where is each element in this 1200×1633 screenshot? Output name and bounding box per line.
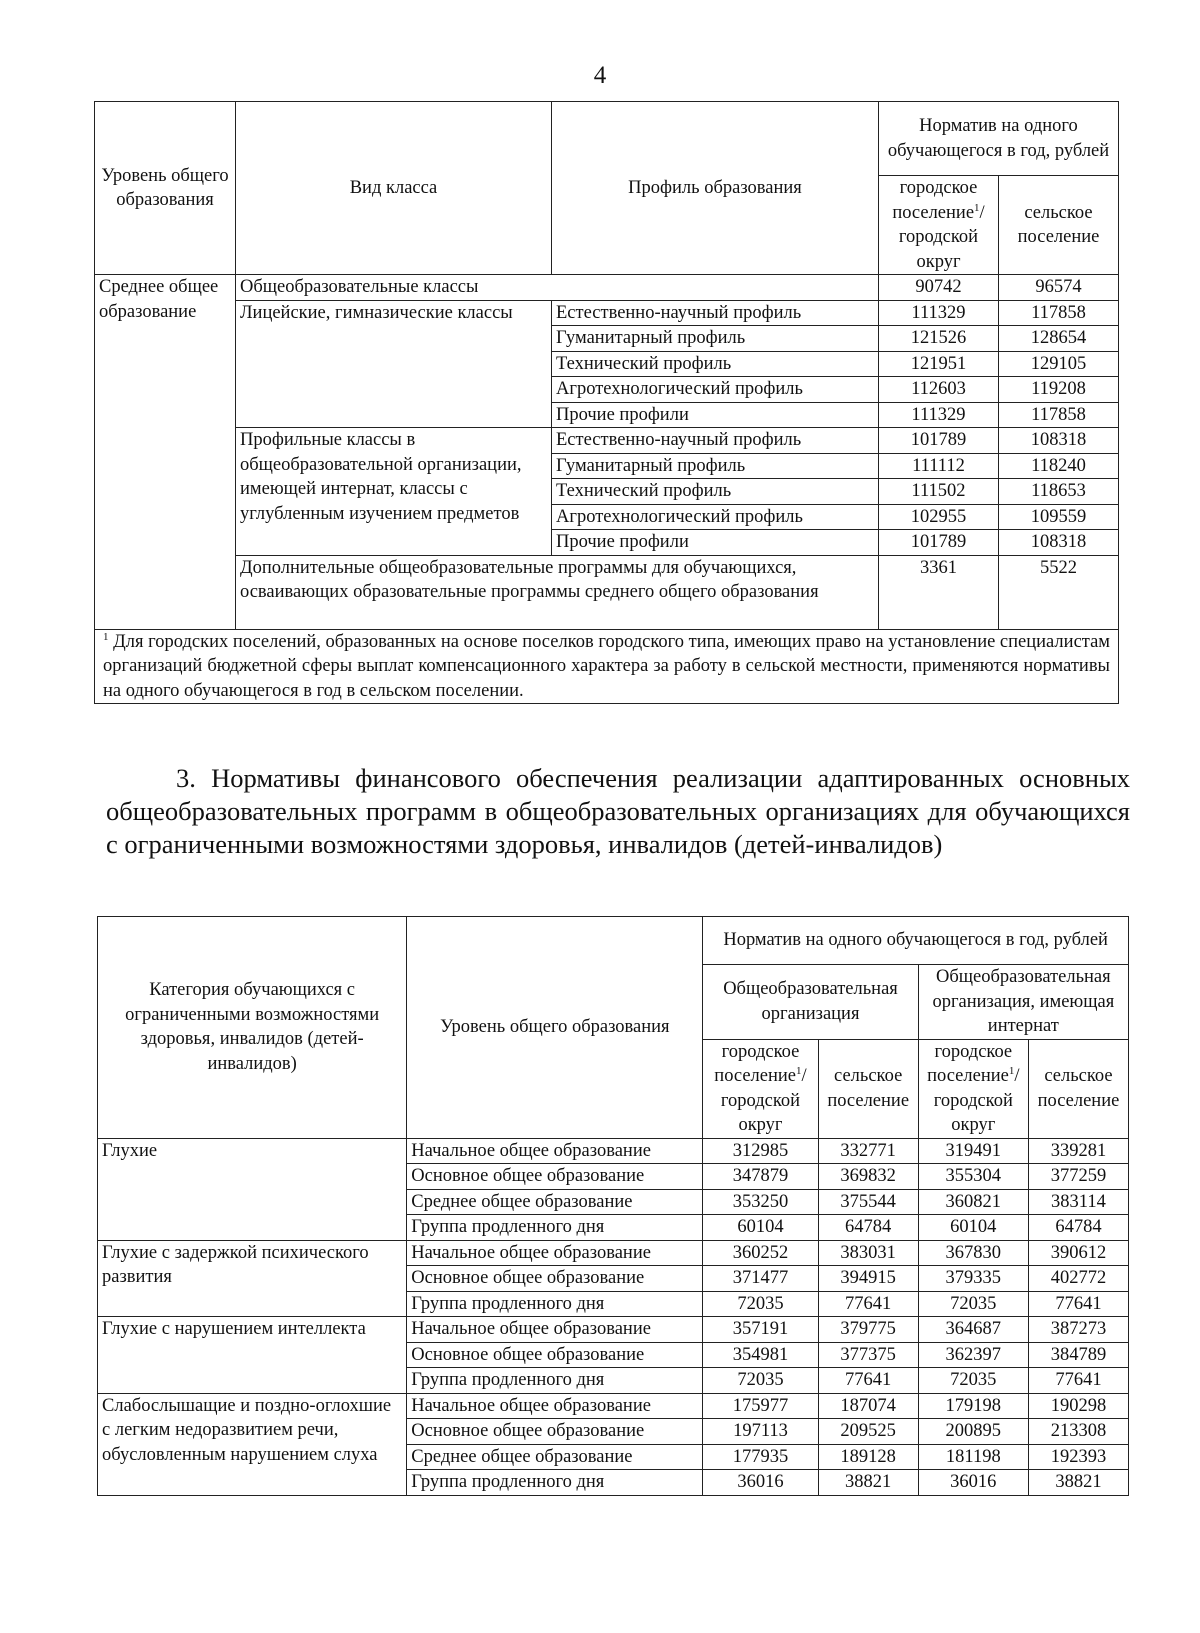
header-rural: сельское поселение [999, 176, 1119, 275]
urban-value: 353250 [703, 1189, 818, 1215]
rural-boarding-value: 213308 [1028, 1419, 1128, 1445]
urban-boarding-value: 72035 [918, 1291, 1028, 1317]
urban-value: 72035 [703, 1291, 818, 1317]
rural-boarding-value: 384789 [1028, 1342, 1128, 1368]
urban-value: 312985 [703, 1138, 818, 1164]
urban-value: 111112 [879, 453, 999, 479]
rural-value: 189128 [818, 1444, 918, 1470]
urban-boarding-value: 179198 [918, 1393, 1028, 1419]
urban-value: 111329 [879, 300, 999, 326]
header-level: Уровень общего образования [407, 917, 703, 1139]
urban-value: 347879 [703, 1164, 818, 1190]
footnote-row [95, 629, 1119, 704]
rural-value: 77641 [818, 1368, 918, 1394]
urban-boarding-value: 364687 [918, 1317, 1028, 1343]
rural-value: 108318 [999, 428, 1119, 454]
rural-boarding-value: 77641 [1028, 1368, 1128, 1394]
profile-cell: Гуманитарный профиль [552, 326, 879, 352]
table-row [95, 555, 1119, 629]
secondary-education-norms-table [94, 101, 1119, 704]
profile-cell: Агротехнологический профиль [552, 377, 879, 403]
additional-programs-cell: Дополнительные общеобразовательные программы для обучающихся, осваивающих образовательные программы среднего общего образования [236, 555, 879, 629]
urban-boarding-value: 60104 [918, 1215, 1028, 1241]
table-row [98, 1240, 1129, 1266]
profile-cell: Прочие профили [552, 530, 879, 556]
rural-value: 209525 [818, 1419, 918, 1445]
header-org: Общеобразовательная организация [703, 965, 918, 1040]
category-cell: Глухие с задержкой психического развития [98, 1240, 407, 1317]
level-cell: Группа продленного дня [407, 1368, 703, 1394]
level-cell: Основное общее образование [407, 1342, 703, 1368]
header-norm: Норматив на одного обучающегося в год, рублей [879, 102, 1119, 176]
rural-boarding-value: 339281 [1028, 1138, 1128, 1164]
header-class-type: Вид класса [236, 102, 552, 275]
rural-value: 38821 [818, 1470, 918, 1496]
header-urban-boarding: городское поселение$^1$/ городской округ [918, 1039, 1028, 1138]
rural-boarding-value: 38821 [1028, 1470, 1128, 1496]
header-category: Категория обучающихся с ограниченными возможностями здоровья, инвалидов (детей-инвалидов) [98, 917, 407, 1139]
rural-value: 77641 [818, 1291, 918, 1317]
rural-value: 128654 [999, 326, 1119, 352]
urban-boarding-value: 200895 [918, 1419, 1028, 1445]
page-number: 4 [593, 62, 607, 89]
urban-value: 101789 [879, 428, 999, 454]
urban-value: 360252 [703, 1240, 818, 1266]
rural-boarding-value: 77641 [1028, 1291, 1128, 1317]
table-row [95, 428, 1119, 454]
level-cell: Группа продленного дня [407, 1291, 703, 1317]
rural-value: 118653 [999, 479, 1119, 505]
rural-value: 375544 [818, 1189, 918, 1215]
urban-boarding-value: 362397 [918, 1342, 1028, 1368]
urban-value: 36016 [703, 1470, 818, 1496]
table-row [95, 300, 1119, 326]
urban-boarding-value: 360821 [918, 1189, 1028, 1215]
rural-value: 377375 [818, 1342, 918, 1368]
urban-value: 3361 [879, 555, 999, 629]
header-profile: Профиль образования [552, 102, 879, 275]
rural-boarding-value: 192393 [1028, 1444, 1128, 1470]
category-cell: Глухие [98, 1138, 407, 1240]
level-cell: Среднее общее образование [407, 1189, 703, 1215]
rural-boarding-value: 377259 [1028, 1164, 1128, 1190]
profile-cell: Естественно-научный профиль [552, 300, 879, 326]
urban-boarding-value: 379335 [918, 1266, 1028, 1292]
header-rural: сельское поселение [818, 1039, 918, 1138]
level-cell: Группа продленного дня [407, 1215, 703, 1241]
rural-value: 118240 [999, 453, 1119, 479]
urban-value: 60104 [703, 1215, 818, 1241]
urban-boarding-value: 319491 [918, 1138, 1028, 1164]
urban-value: 111329 [879, 402, 999, 428]
level-cell: Начальное общее образование [407, 1393, 703, 1419]
class-type-cell: Общеобразовательные классы [236, 275, 879, 301]
table-row [98, 1138, 1129, 1164]
table-row [98, 1317, 1129, 1343]
header-rural-boarding: сельское поселение [1028, 1039, 1128, 1138]
urban-value: 101789 [879, 530, 999, 556]
urban-value: 121526 [879, 326, 999, 352]
urban-boarding-value: 72035 [918, 1368, 1028, 1394]
rural-value: 96574 [999, 275, 1119, 301]
level-cell: Основное общее образование [407, 1164, 703, 1190]
table-row [98, 1393, 1129, 1419]
header-urban: городское поселение$^1$/ городской округ [703, 1039, 818, 1138]
profile-cell: Технический профиль [552, 479, 879, 505]
rural-boarding-value: 190298 [1028, 1393, 1128, 1419]
profile-cell: Гуманитарный профиль [552, 453, 879, 479]
urban-value: 111502 [879, 479, 999, 505]
rural-value: 187074 [818, 1393, 918, 1419]
header-org-boarding: Общеобразовательная организация, имеющая интернат [918, 965, 1128, 1040]
rural-value: 109559 [999, 504, 1119, 530]
level-cell: Среднее общее образование [407, 1444, 703, 1470]
table-body [98, 1138, 1129, 1495]
level-cell: Начальное общее образование [407, 1317, 703, 1343]
urban-value: 112603 [879, 377, 999, 403]
rural-boarding-value: 390612 [1028, 1240, 1128, 1266]
rural-value: 394915 [818, 1266, 918, 1292]
urban-value: 354981 [703, 1342, 818, 1368]
urban-value: 72035 [703, 1368, 818, 1394]
rural-value: 129105 [999, 351, 1119, 377]
class-type-cell: Профильные классы в общеобразовательной организации, имеющей интернат, классы с углубленным изучением предметов [236, 428, 552, 556]
rural-boarding-value: 402772 [1028, 1266, 1128, 1292]
level-cell: Начальное общее образование [407, 1138, 703, 1164]
rural-boarding-value: 64784 [1028, 1215, 1128, 1241]
rural-value: 64784 [818, 1215, 918, 1241]
profile-cell: Технический профиль [552, 351, 879, 377]
level-cell: Основное общее образование [407, 1266, 703, 1292]
urban-boarding-value: 181198 [918, 1444, 1028, 1470]
urban-value: 197113 [703, 1419, 818, 1445]
urban-value: 90742 [879, 275, 999, 301]
category-cell: Слабослышащие и поздно-оглохшие с легким недоразвитием речи, обусловленным нарушением слуха [98, 1393, 407, 1495]
rural-boarding-value: 383114 [1028, 1189, 1128, 1215]
urban-value: 121951 [879, 351, 999, 377]
category-cell: Глухие с нарушением интеллекта [98, 1317, 407, 1394]
rural-value: 5522 [999, 555, 1119, 629]
section-heading: 3. Нормативы финансового обеспечения реализации адаптированных основных общеобразовательных программ в общеобразовательных организациях для обучающихся с ограниченными возможностями здоровья, инвалидов (детей-инвалидов) [106, 763, 1130, 859]
footnote: $^1$ Для городских поселений, образованных на основе поселков городского типа, имеющих право на установление специалистам организаций бюджетной сферы выплат компенсационного характера за работу в сельской местности, применяются нормативы на одного обучающегося в год в сельском поселении. [95, 629, 1119, 704]
urban-value: 357191 [703, 1317, 818, 1343]
header-norm: Норматив на одного обучающегося в год, рублей [703, 917, 1129, 965]
table-row [95, 275, 1119, 301]
rural-value: 117858 [999, 300, 1119, 326]
urban-value: 102955 [879, 504, 999, 530]
rural-value: 119208 [999, 377, 1119, 403]
urban-value: 177935 [703, 1444, 818, 1470]
profile-cell: Естественно-научный профиль [552, 428, 879, 454]
rural-value: 108318 [999, 530, 1119, 556]
rural-value: 369832 [818, 1164, 918, 1190]
disabled-students-norms-table [97, 916, 1129, 1496]
profile-cell: Агротехнологический профиль [552, 504, 879, 530]
level-cell: Группа продленного дня [407, 1470, 703, 1496]
urban-boarding-value: 355304 [918, 1164, 1028, 1190]
urban-boarding-value: 36016 [918, 1470, 1028, 1496]
urban-value: 175977 [703, 1393, 818, 1419]
rural-value: 383031 [818, 1240, 918, 1266]
level-cell: Среднее общее образование [95, 275, 236, 630]
rural-boarding-value: 387273 [1028, 1317, 1128, 1343]
level-cell: Основное общее образование [407, 1419, 703, 1445]
profile-cell: Прочие профили [552, 402, 879, 428]
urban-value: 371477 [703, 1266, 818, 1292]
header-urban: городское поселение$^1$/ городской округ [879, 176, 999, 275]
header-level: Уровень общего образования [95, 102, 236, 275]
level-cell: Начальное общее образование [407, 1240, 703, 1266]
rural-value: 117858 [999, 402, 1119, 428]
urban-boarding-value: 367830 [918, 1240, 1028, 1266]
class-type-cell: Лицейские, гимназические классы [236, 300, 552, 428]
rural-value: 332771 [818, 1138, 918, 1164]
rural-value: 379775 [818, 1317, 918, 1343]
